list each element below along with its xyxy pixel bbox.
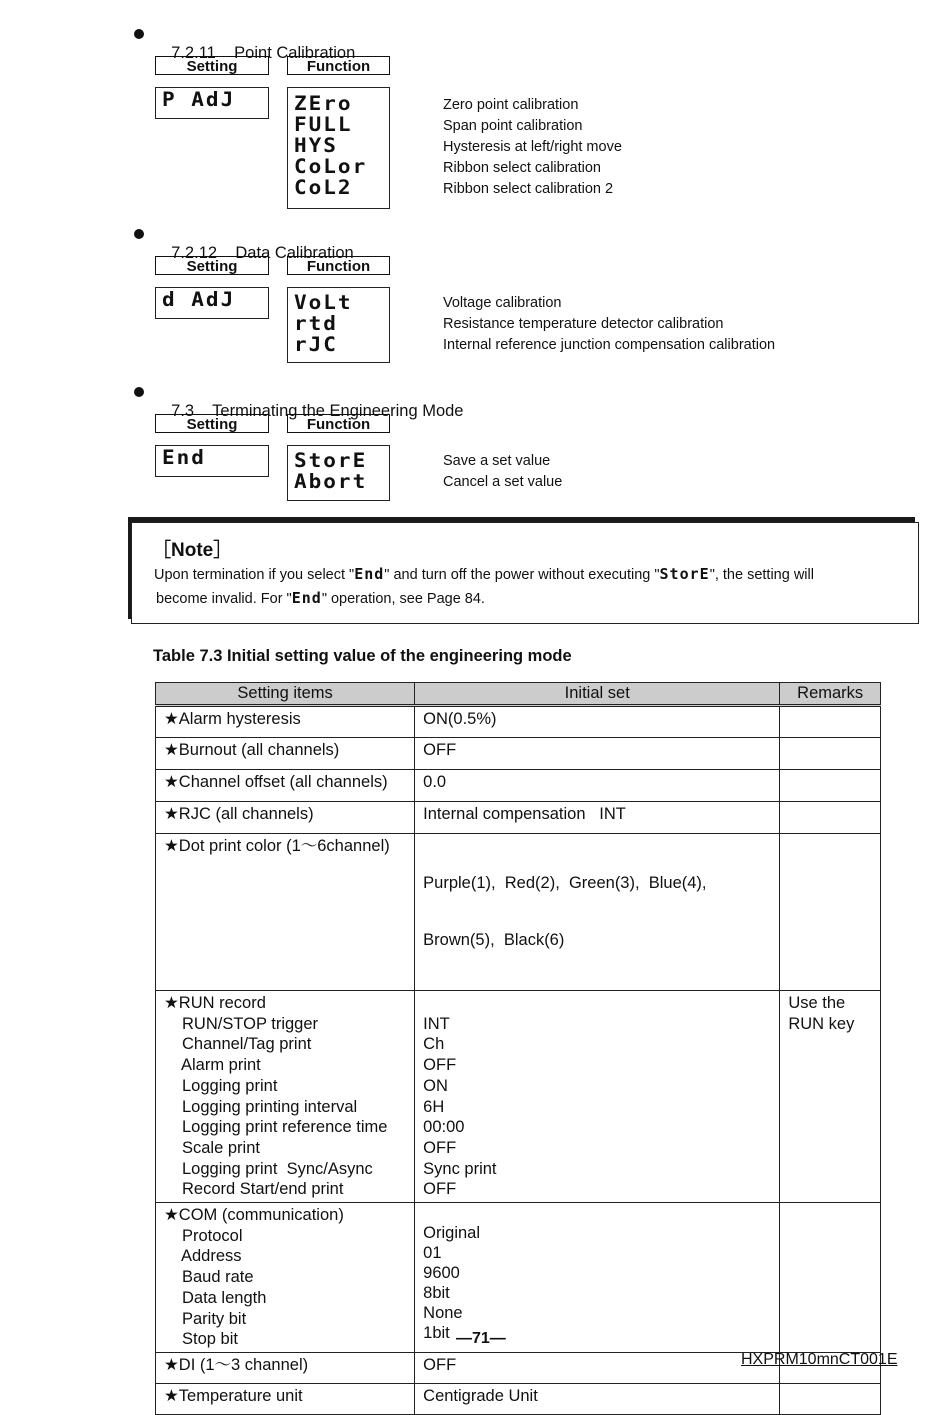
initial-value: Original 01 9600 8bit None 1bit <box>415 1203 780 1353</box>
remarks <box>780 706 881 738</box>
setting-item: ★Temperature unit <box>156 1383 415 1414</box>
page-number: —71— <box>456 1330 506 1347</box>
note-line-2: become invalid. For "End" operation, see Page 84. <box>156 589 485 607</box>
setting-display <box>155 445 269 477</box>
section-title: Point Calibration <box>234 44 356 62</box>
setting-item: ★Alarm hysteresis <box>156 706 415 738</box>
table-row <box>156 1383 881 1414</box>
function-value: ZEro <box>294 92 353 115</box>
setting-item: ★RUN record RUN/STOP trigger Channel/Tag print Alarm print Logging print Logging printing interval Logging print reference time Scale print Logging print Sync/Async Record Start/end print <box>156 991 415 1203</box>
description: Internal reference junction compensation calibration <box>443 337 776 353</box>
setting-label: Setting <box>155 56 269 75</box>
initial-value: OFF <box>415 1352 780 1383</box>
section-number: 7.3 <box>171 402 195 420</box>
column-header: Setting items <box>156 683 415 706</box>
initial-value: Centigrade Unit <box>415 1383 780 1414</box>
description: Resistance temperature detector calibration <box>443 316 724 332</box>
section-title: Data Calibration <box>235 244 354 262</box>
setting-value: d AdJ <box>162 288 236 311</box>
setting-label: Setting <box>155 414 269 433</box>
table-row <box>156 738 881 770</box>
initial-value: INT Ch OFF ON 6H 00:00 OFF Sync print OFF <box>415 991 780 1203</box>
column-header: Remarks <box>780 683 881 706</box>
function-value: VoLt <box>294 291 353 314</box>
table-row-com <box>156 1203 881 1353</box>
function-display <box>287 445 390 501</box>
setting-label: Setting <box>155 256 269 275</box>
setting-item: ★Burnout (all channels) <box>156 738 415 770</box>
function-value: rtd <box>294 312 338 335</box>
function-value: FULL <box>294 113 353 136</box>
setting-item: ★DI (1～3 channel) <box>156 1352 415 1383</box>
description: Cancel a set value <box>443 474 563 490</box>
description: Span point calibration <box>443 118 583 134</box>
bullet <box>134 387 144 397</box>
function-descriptions <box>443 293 775 356</box>
section-title: Terminating the Engineering Mode <box>212 402 464 420</box>
seg-store: StorE <box>659 565 710 583</box>
description: Ribbon select calibration <box>443 160 601 176</box>
remarks: Use the RUN key <box>780 991 881 1203</box>
remarks <box>780 738 881 770</box>
note-title: ［Note］ <box>152 540 233 561</box>
section-number: 7.2.11 <box>171 44 216 62</box>
initial-value: ON(0.5%) <box>415 706 780 738</box>
table-row <box>156 802 881 834</box>
table-header-row <box>156 683 881 706</box>
note-text <box>154 563 914 611</box>
setting-display <box>155 87 269 119</box>
table-row <box>156 834 881 991</box>
remarks <box>780 1203 881 1353</box>
initial-value: Internal compensation INT <box>415 802 780 834</box>
table-row <box>156 706 881 738</box>
function-value: CoLor <box>294 155 368 178</box>
column-header: Initial set <box>415 683 780 706</box>
function-label: Function <box>287 56 390 75</box>
table-row <box>156 770 881 802</box>
description: Zero point calibration <box>443 97 579 113</box>
initial-value: OFF <box>415 738 780 770</box>
setting-display <box>155 287 269 319</box>
setting-value: End <box>162 446 206 469</box>
setting-value: P AdJ <box>162 88 236 111</box>
document-id: HXPRM10mnCT001E <box>741 1351 898 1368</box>
description: Voltage calibration <box>443 295 562 311</box>
function-descriptions <box>443 451 562 493</box>
function-value: CoL2 <box>294 176 353 199</box>
description: Ribbon select calibration 2 <box>443 181 614 197</box>
setting-item: ★Channel offset (all channels) <box>156 770 415 802</box>
section-number: 7.2.12 <box>171 244 218 262</box>
remarks <box>780 770 881 802</box>
function-value: Abort <box>294 470 368 493</box>
remarks <box>780 1383 881 1414</box>
description: Save a set value <box>443 453 551 469</box>
function-label: Function <box>287 414 390 433</box>
function-value: StorE <box>294 449 368 472</box>
description: Hysteresis at left/right move <box>443 139 622 155</box>
bullet <box>134 29 144 39</box>
function-value: HYS <box>294 134 338 157</box>
bullet <box>134 229 144 239</box>
table-caption: Table 7.3 Initial setting value of the engineering mode <box>153 647 572 665</box>
remarks <box>780 834 881 991</box>
seg-end: End <box>291 589 322 607</box>
function-descriptions <box>443 95 622 200</box>
table-row-run-record <box>156 991 881 1203</box>
initial-value: Purple(1), Red(2), Green(3), Blue(4), Brown(5), Black(6) <box>415 834 780 991</box>
note-line-1: Upon termination if you select "End" and turn off the power without executing "StorE", the setting will <box>154 565 814 583</box>
setting-item: ★Dot print color (1～6channel) <box>156 834 415 991</box>
seg-end: End <box>354 565 385 583</box>
setting-item: ★RJC (all channels) <box>156 802 415 834</box>
initial-value: 0.0 <box>415 770 780 802</box>
function-display <box>287 87 390 209</box>
function-label: Function <box>287 256 390 275</box>
function-display <box>287 287 390 363</box>
function-value: rJC <box>294 333 338 356</box>
initial-settings-table <box>155 682 881 1415</box>
setting-item: ★COM (communication) Protocol Address Baud rate Data length Parity bit Stop bit <box>156 1203 415 1353</box>
remarks <box>780 802 881 834</box>
note-box <box>131 522 919 624</box>
